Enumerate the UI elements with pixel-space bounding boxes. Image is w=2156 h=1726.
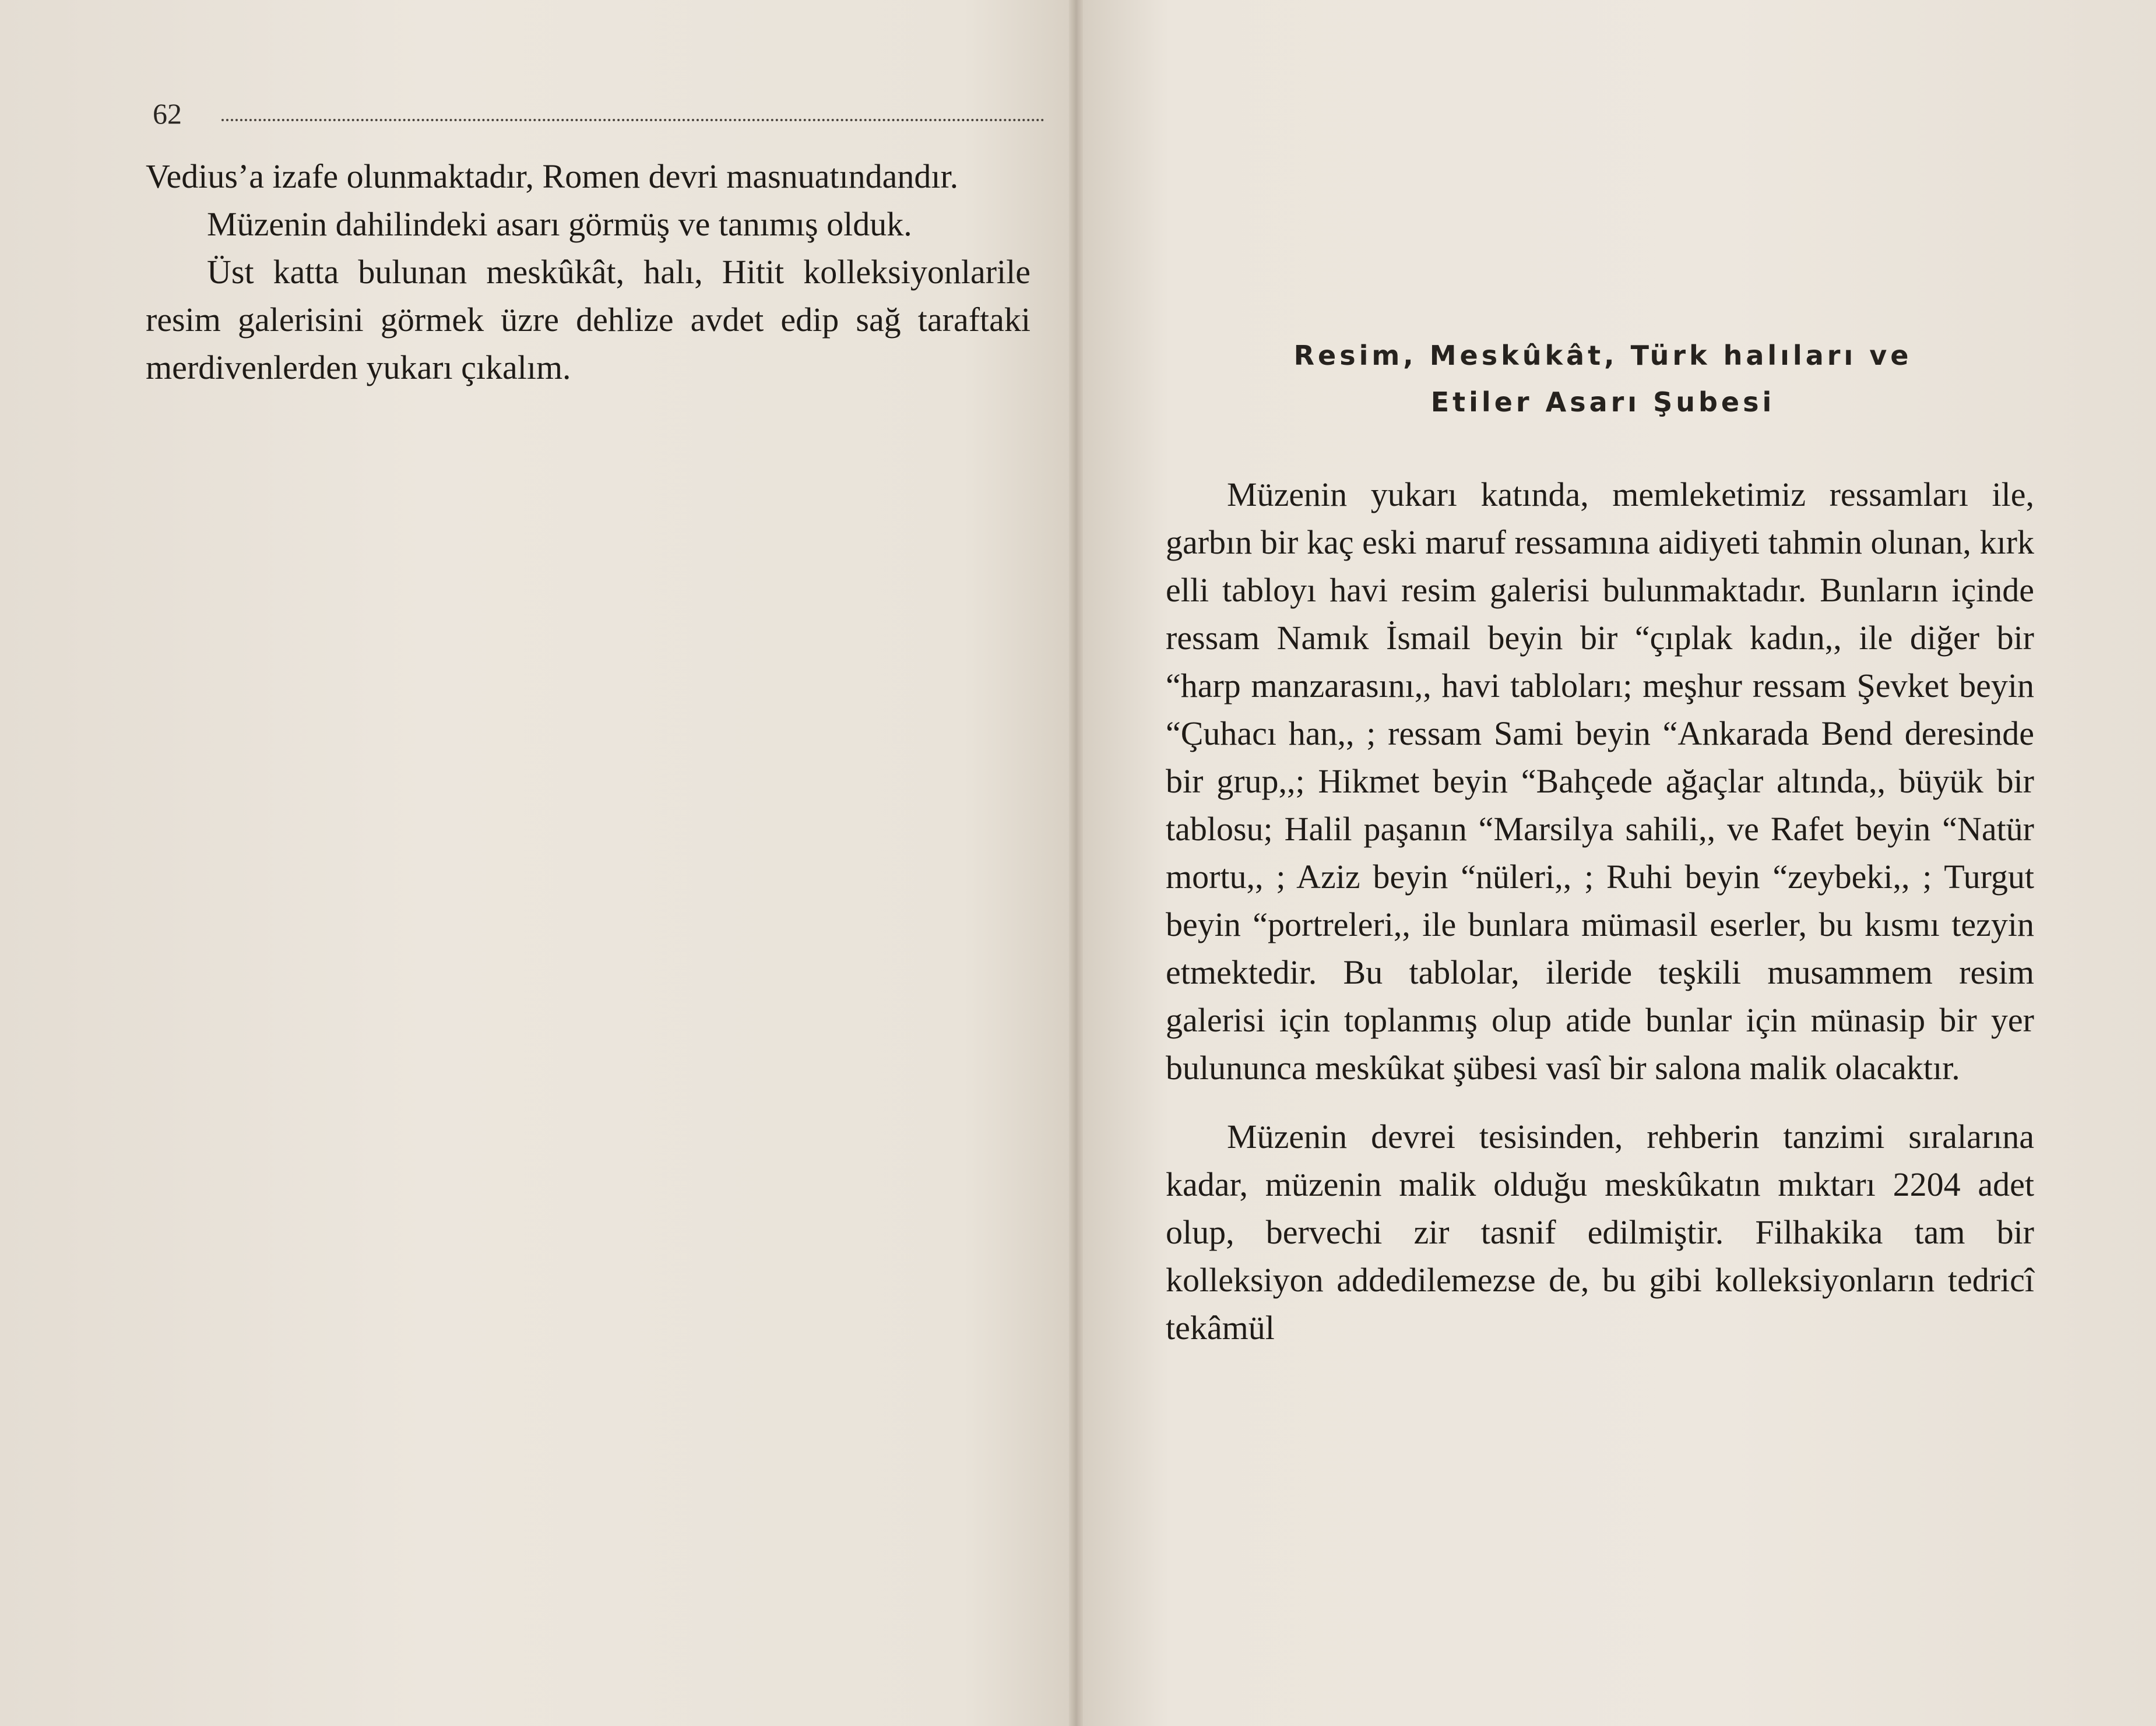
running-head — [153, 93, 1044, 134]
section-heading-line: Resim, Meskûkât, Türk halıları ve — [1293, 340, 1912, 371]
section-heading — [1183, 332, 2023, 425]
paragraph: Müzenin dahilindeki asarı görmüş ve tanımış olduk. — [207, 205, 912, 243]
page-number: 62 — [153, 97, 182, 130]
left-body-text — [146, 153, 1030, 392]
section-heading-line: Etiler Asarı Şubesi — [1430, 386, 1775, 418]
right-body-text — [1166, 471, 2034, 1352]
dotted-rule — [221, 119, 1044, 121]
paragraph: Müzenin yukarı katında, memleketimiz ressamları ile, garbın bir kaç eski maruf ressamına aidiyeti tahmin olunan, kırk elli tabloyı havi resim galerisi bulunmaktadır. Bunların içinde ressam Namık İsmail beyin bir “çıplak kadın,, ile diğer bir “harp manzarasını,, havi tabloları; meşhur ressam Şevket beyin “Çuhacı han,, ; ressam Sami beyin “Ankarada Bend deresinde bir grup,,; Hikmet beyin “Bahçede ağaçlar altında,, büyük bir tablosu; Halil paşanın “Marsilya sahili,, ve Rafet beyin “Natür mortu,, ; Aziz beyin “nüleri,, ; Ruhi beyin “zeybeki,, ; Turgut beyin “portreleri,, ile bunlara mümasil eserler, bu kısmı tezyin etmektedir. Bu tablolar, ileride teşkili musammem resim galerisi için toplanmış olup atide bunlar için münasip bir yer bulununca meskûkat şübesi vasî bir salona malik olacaktır. — [1166, 475, 2034, 1087]
paragraph: Müzenin devrei tesisinden, rehberin tanzimi sıralarına kadar, müzenin malik olduğu meskûkatın mıktarı 2204 adet olup, bervechi zir tasnif edilmiştir. Filhakika tam bir kolleksiyon addedilemezse de, bu gibi kolleksiyonların tedricî tekâmül — [1166, 1118, 2034, 1347]
paragraph: Vedius’a izafe olunmaktadır, Romen devri masnuatındandır. — [146, 157, 959, 195]
left-page — [0, 0, 1071, 1726]
paragraph: Üst katta bulunan meskûkât, halı, Hitit kolleksiyonlarile resim galerisini görmek üzre dehlize avdet edip sağ taraftaki merdivenlerden yukarı çıkalım. — [146, 253, 1030, 386]
